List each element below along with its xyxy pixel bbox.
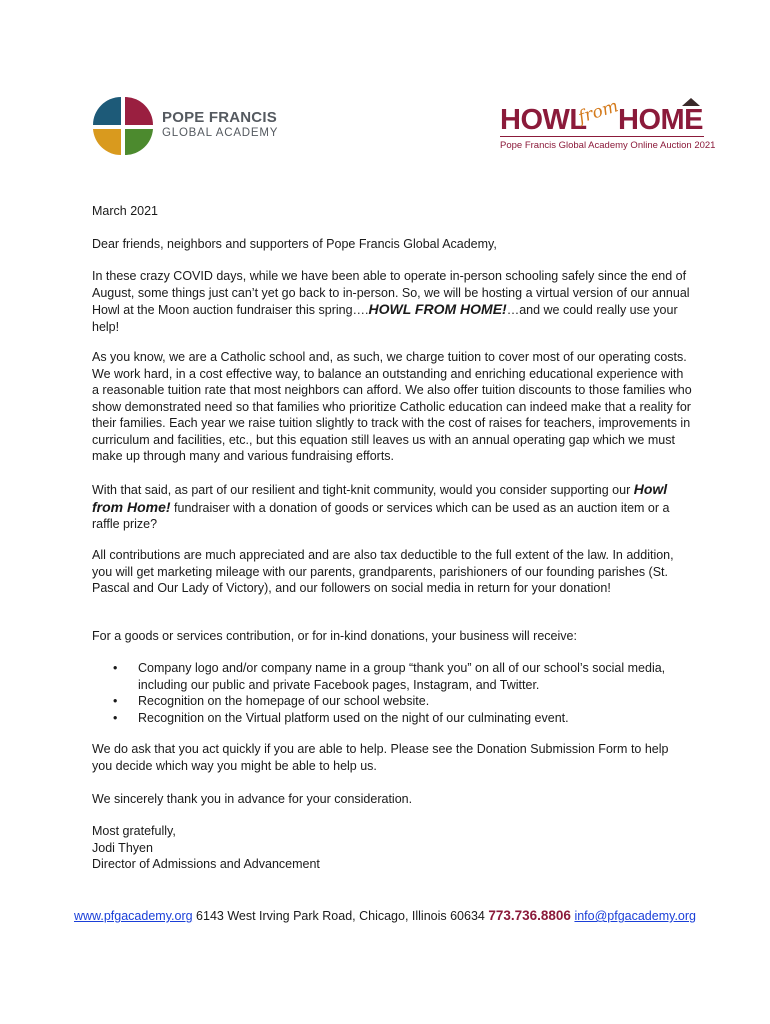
paragraph-1-text: In these crazy COVID days, while we have been able to operate in-person schooling safely since the end of August, some things just can’t yet go back to in-person. So, we will be hosting a virtual version of our annual Howl at the Moon auction fundraiser this spring…. — [92, 269, 690, 317]
list-item-text: Recognition on the homepage of our school website. — [138, 694, 430, 708]
logo-auction-subtitle: Pope Francis Global Academy Online Auction 2021 — [500, 140, 716, 151]
list-item — [110, 710, 700, 727]
list-item-text: Company logo and/or company name in a group “thank you” on all of our school’s social media, including our public and private Facebook pages, Instagram, and Twitter. — [138, 661, 666, 692]
letter-greeting: Dear friends, neighbors and supporters of Pope Francis Global Academy, — [92, 237, 497, 251]
pope-francis-logo — [92, 95, 292, 157]
signer-title: Director of Admissions and Advancement — [92, 857, 320, 871]
cross-circle-icon — [92, 95, 154, 157]
logo-home: HOME — [618, 104, 703, 136]
paragraph-3-text: With that said, as part of our resilient and tight-knit community, would you consider supporting our — [92, 483, 631, 497]
closing: Most gratefully, — [92, 824, 176, 838]
paragraph-7: We sincerely thank you in advance for your consideration. — [92, 792, 413, 806]
house-roof-icon — [682, 98, 700, 106]
bullet-icon: • — [113, 661, 118, 675]
footer — [0, 908, 770, 923]
paragraph-1 — [92, 268, 692, 335]
signature-block — [92, 823, 692, 873]
paragraph-3 — [92, 481, 692, 533]
benefits-list — [110, 660, 700, 726]
logo-title: POPE FRANCIS — [162, 109, 277, 126]
phone-number: 773.736.8806 — [488, 908, 571, 923]
howl-from-home-logo — [496, 96, 716, 158]
paragraph-3-end: fundraiser with a donation of goods or services which can be used as an auction item or a raffle prize? — [92, 500, 670, 531]
paragraph-2: As you know, we are a Catholic school and, as such, we charge tuition to cover most of our operating costs. We work hard, in a cost effective way, to balance an outstanding and enriching educational experience with a reasonable tuition rate that most neighbors can afford. We also offer tuition discounts to those families who show demonstrated need so that families who prioritize Catholic education can indeed make that a reality for their families. Each year we raise tuition slightly to track with the cost of raises for teachers, improvements in curriculum and facilities, etc., but this equation still leaves us with an annual operating gap which we must make up through many and various fundraising efforts. — [92, 350, 692, 463]
logo-divider — [500, 136, 704, 137]
list-item-text: Recognition on the Virtual platform used on the night of our culminating event. — [138, 710, 569, 725]
howl-from-home-emphasis: HOWL FROM HOME! — [368, 301, 507, 317]
paragraph-6: We do ask that you act quickly if you are able to help. Please see the Donation Submission Form to help you decide which way you might be able to help us. — [92, 742, 669, 773]
paragraph-4: All contributions are much appreciated and are also tax deductible to the full extent of the law. In addition, you will get marketing mileage with our parents, grandparents, parishioners of our founding parishes (St. Pascal and Our Lady of Victory), and our followers on social media in return for your donation! — [92, 548, 674, 595]
list-item — [110, 693, 700, 710]
bullet-icon: • — [113, 694, 118, 708]
howl-from-home-title: Howl from Home! — [92, 481, 668, 515]
website-link[interactable]: www.pfgacademy.org — [73, 909, 193, 923]
logo-from: from — [575, 96, 621, 128]
logo-howl: HOWL — [500, 104, 587, 136]
logo-subtitle: GLOBAL ACADEMY — [162, 127, 279, 139]
email-link[interactable]: info@pfgacademy.org — [574, 909, 696, 923]
letter-date: March 2021 — [92, 204, 159, 218]
signer-name: Jodi Thyen — [92, 840, 153, 855]
address: 6143 West Irving Park Road, Chicago, Illinois 60634 — [196, 909, 485, 923]
paragraph-5: For a goods or services contribution, or for in-kind donations, your business will receive: — [92, 629, 577, 643]
bullet-icon: • — [113, 710, 118, 725]
list-item — [110, 660, 700, 693]
paragraph-1-end: …and we could really use your help! — [92, 303, 678, 334]
